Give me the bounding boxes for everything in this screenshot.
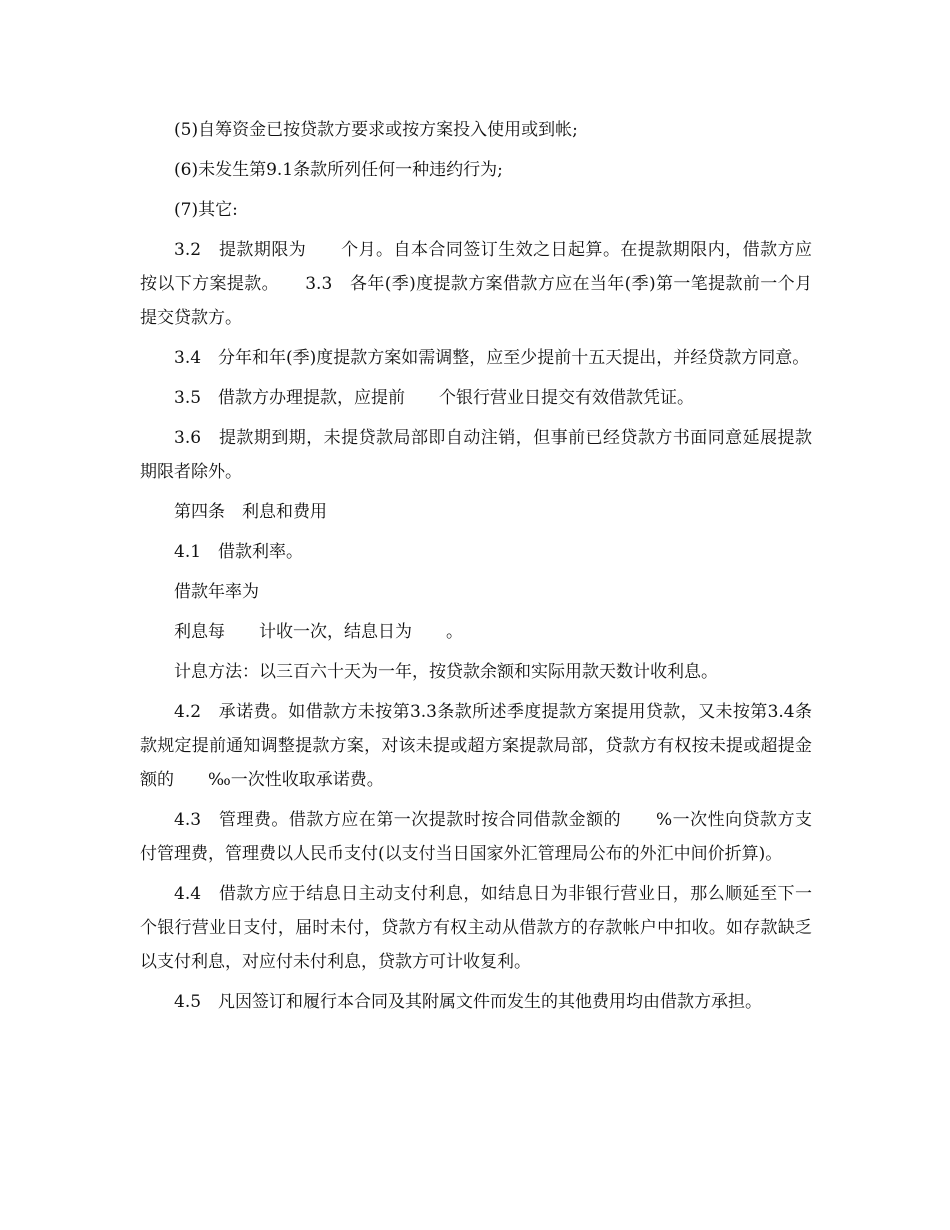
clause-4-2: 4.2 承诺费。如借款方未按第3.3条款所述季度提款方案提用贷款，又未按第3.4条款规定提前通知调整提款方案，对该未提或超方案提款局部，贷款方有权按未提或超提金额的 ‰一次性收取承诺费。 bbox=[140, 702, 812, 790]
clause-3-2: 3.2 提款期限为 个月。自本合同签订生效之日起算。在提款期限内，借款方应按以下方案提款。 3.3 各年(季)度提款方案借款方应在当年(季)第一笔提款前一个月提交贷款方。 bbox=[140, 240, 812, 328]
clause-4-1-calculation-method: 计息方法：以三百六十天为一年，按贷款余额和实际用款天数计收利息。 bbox=[174, 662, 718, 682]
clause-4-3: 4.3 管理费。借款方应在第一次提款时按合同借款金额的 %一次性向贷款方支付管理费，管理费以人民币支付(以支付当日国家外汇管理局公布的外汇中间价折算)。 bbox=[140, 810, 812, 864]
clause-4-1-annual-rate: 借款年率为 bbox=[174, 582, 259, 602]
clause-3-1-5: (5)自筹资金已按贷款方要求或按方案投入使用或到帐; bbox=[174, 120, 578, 140]
clause-4-5: 4.5 凡因签订和履行本合同及其附属文件而发生的其他费用均由借款方承担。 bbox=[174, 992, 763, 1012]
clause-3-1-6: (6)未发生第9.1条款所列任何一种违约行为; bbox=[174, 160, 503, 180]
clause-4-1-interest-period: 利息每 计收一次，结息日为 。 bbox=[174, 622, 463, 642]
clause-4-1: 4.1 借款利率。 bbox=[174, 542, 304, 562]
clause-4-4: 4.4 借款方应于结息日主动支付利息，如结息日为非银行营业日，那么顺延至下一个银行营业日支付，届时未付，贷款方有权主动从借款方的存款帐户中扣收。如存款缺乏以支付利息，对应付未付利息，贷款方可计收复利。 bbox=[140, 884, 812, 972]
clause-3-1-7: (7)其它: bbox=[174, 200, 238, 220]
clause-3-6: 3.6 提款期到期，未提贷款局部即自动注销，但事前已经贷款方书面同意延展提款期限者除外。 bbox=[140, 428, 812, 482]
section-heading-article-4: 第四条 利息和费用 bbox=[174, 502, 327, 522]
clause-3-4: 3.4 分年和年(季)度提款方案如需调整，应至少提前十五天提出，并经贷款方同意。 bbox=[174, 348, 810, 368]
clause-3-5: 3.5 借款方办理提款，应提前 个银行营业日提交有效借款凭证。 bbox=[174, 388, 695, 408]
document-body bbox=[140, 113, 812, 1019]
